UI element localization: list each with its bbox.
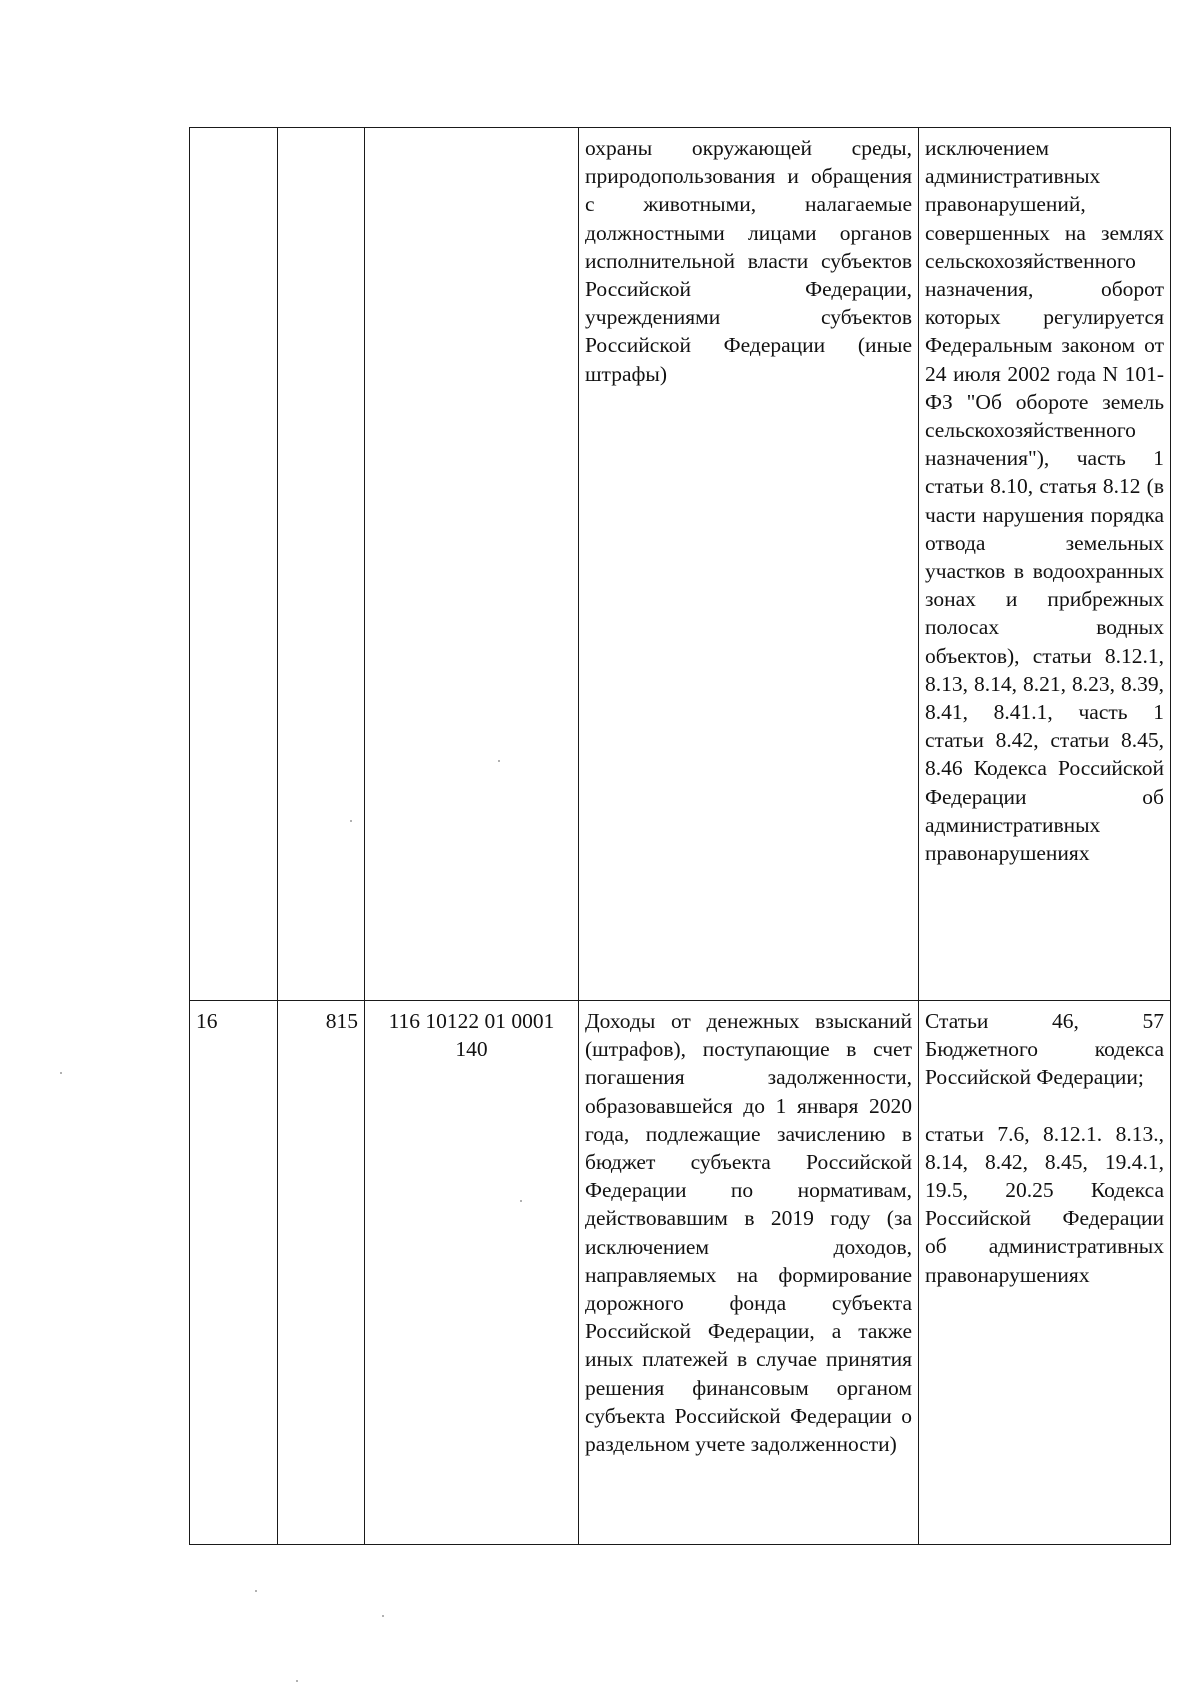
revenue-description-cell: охраны окружающей среды, природопользования и обращения с животными, налагаемые должностными лицами органов исполнительной власти субъектов Российской Федерации, учреждениями субъектов Российской Федерации (иные штрафы)	[579, 128, 919, 1001]
table-row	[190, 128, 1171, 1001]
legal-basis-paragraph: статьи 7.6, 8.12.1. 8.13., 8.14, 8.42, 8.45, 19.4.1, 19.5, 20.25 Кодекса Российской Федерации об административных правонарушениях	[925, 1121, 1164, 1287]
scan-speck	[296, 1680, 298, 1682]
legal-basis-paragraph: исключением административных правонарушений, совершенных на землях сельскохозяйственного назначения, оборот которых регулируется Федеральным законом от 24 июля 2002 года N 101-ФЗ "Об обороте земель сельскохозяйственного назначения"), часть 1 статьи 8.10, статья 8.12 (в части нарушения порядка отвода земельных участков в водоохранных зонах и прибрежных полосах водных объектов), статьи 8.12.1, 8.13, 8.14, 8.21, 8.23, 8.39, 8.41, 8.41.1, часть 1 статьи 8.42, статьи 8.45, 8.46 Кодекса Российской Федерации об административных правонарушениях	[925, 136, 1164, 866]
legal-basis-cell	[919, 128, 1171, 1001]
kbk-code-cell: 116 10122 01 0001 140	[365, 1001, 579, 1545]
legal-basis-paragraph: Статьи 46, 57 Бюджетного кодекса Российской Федерации;	[925, 1009, 1164, 1090]
legal-basis-cell	[919, 1001, 1171, 1545]
table-row	[190, 1001, 1171, 1545]
revenue-description-cell: Доходы от денежных взысканий (штрафов), поступающие в счет погашения задолженности, образовавшейся до 1 января 2020 года, подлежащие зачислению в бюджет субъекта Российской Федерации по нормативам, действовавшим в 2019 году (за исключением доходов, направляемых на формирование дорожного фонда субъекта Российской Федерации, а также иных платежей в случае принятия решения финансовым органом субъекта Российской Федерации о раздельном учете задолженности)	[579, 1001, 919, 1545]
row-number-cell	[190, 128, 278, 1001]
paragraph-gap	[925, 1092, 1164, 1120]
admin-code-cell	[278, 128, 365, 1001]
scan-speck	[382, 1615, 384, 1617]
revenue-table	[189, 127, 1171, 1545]
scan-speck	[350, 820, 352, 822]
row-number-cell: 16	[190, 1001, 278, 1545]
scan-speck	[255, 1590, 257, 1592]
scan-speck	[520, 1200, 522, 1202]
admin-code-cell: 815	[278, 1001, 365, 1545]
kbk-code-cell	[365, 128, 579, 1001]
scan-speck	[498, 760, 500, 762]
scan-speck	[60, 1072, 62, 1074]
